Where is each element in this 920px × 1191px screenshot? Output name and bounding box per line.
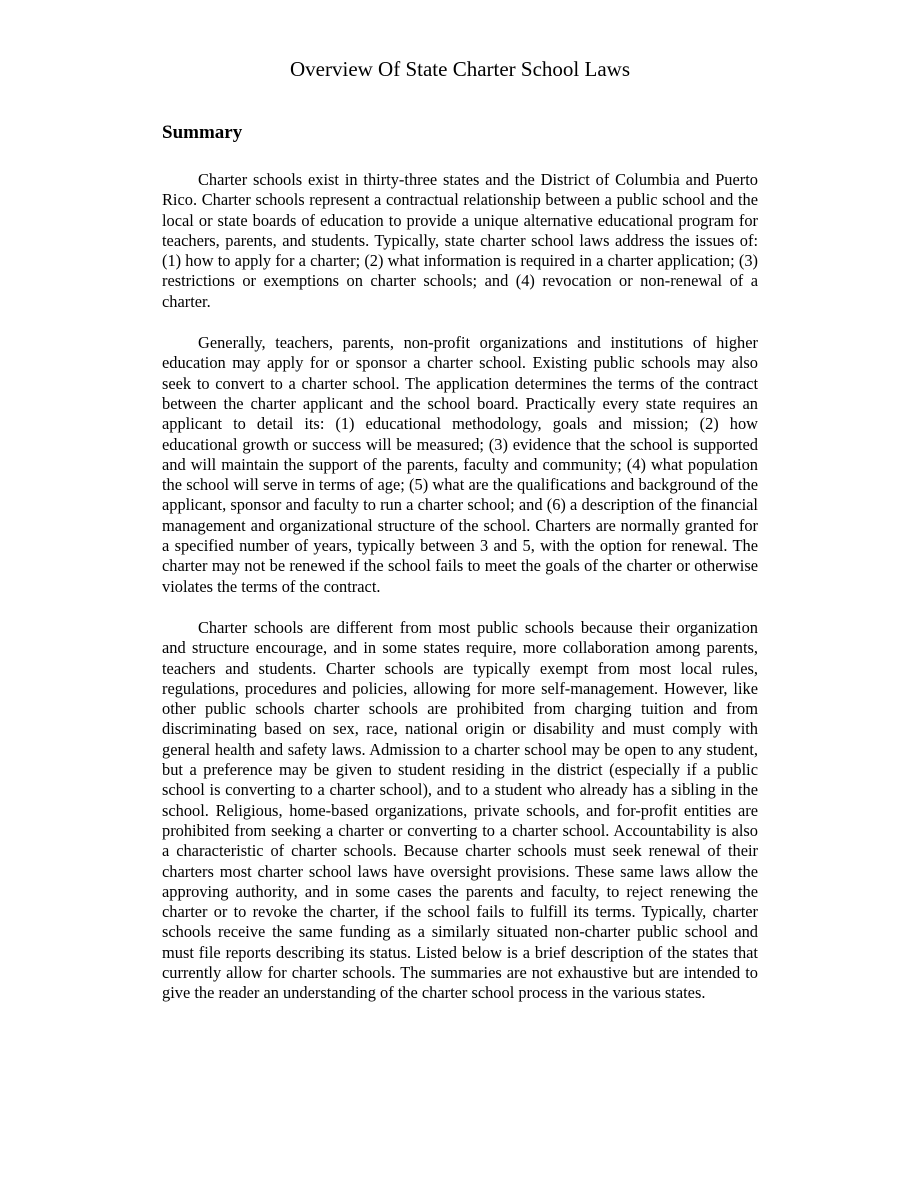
paragraph-1: Charter schools exist in thirty-three states and the District of Columbia and Puerto Rico. Charter schools represent a contractual relationship between a public school and the local or state boards of education to provide a unique alternative educational program for teachers, parents, and students. Typically, state charter school laws address the issues of: (1) how to apply for a charter; (2) what information is required in a charter application; (3) restrictions or exemptions on charter schools; and (4) revocation or non-renewal of a charter.: [162, 170, 758, 311]
document-page: [162, 56, 758, 1004]
paragraph-2: Generally, teachers, parents, non-profit organizations and institutions of higher education may apply for or sponsor a charter school. Existing public schools may also seek to convert to a charter school. The application determines the terms of the contract between the charter applicant and the school board. Practically every state requires an applicant to detail its: (1) educational methodology, goals and mission; (2) how educational growth or success will be measured; (3) evidence that the school is supported and will maintain the support of the parents, faculty and community; (4) what population the school will serve in terms of age; (5) what are the qualifications and background of the applicant, sponsor and faculty to run a charter school; and (6) a description of the financial management and organizational structure of the school. Charters are normally granted for a specified number of years, typically between 3 and 5, with the option for renewal. The charter may not be renewed if the school fails to meet the goals of the charter or otherwise violates the terms of the contract.: [162, 333, 758, 596]
section-heading-summary: Summary: [162, 122, 243, 143]
paragraph-3: Charter schools are different from most public schools because their organization and structure encourage, and in some states require, more collaboration among parents, teachers and students. Charter schools are typically exempt from most local rules, regulations, procedures and policies, allowing for more self-management. However, like other public schools charter schools are prohibited from charging tuition and from discriminating based on sex, race, national origin or disability and must comply with general health and safety laws. Admission to a charter school may be open to any student, but a preference may be given to student residing in the district (especially if a public school is converting to a charter school), and to a student who already has a sibling in the school. Religious, home-based organizations, private schools, and for-profit entities are prohibited from seeking a charter or converting to a charter school. Accountability is also a characteristic of charter schools. Because charter schools must seek renewal of their charters most charter school laws have oversight provisions. These same laws allow the approving authority, and in some cases the parents and faculty, to reject renewing the charter or to revoke the charter, if the school fails to fulfill its terms. Typically, charter schools receive the same funding as a similarly situated non-charter public school and must file reports describing its status. Listed below is a brief description of the states that currently allow for charter schools. The summaries are not exhaustive but are intended to give the reader an understanding of the charter school process in the various states.: [162, 617, 758, 1003]
document-title: Overview Of State Charter School Laws: [290, 57, 630, 81]
